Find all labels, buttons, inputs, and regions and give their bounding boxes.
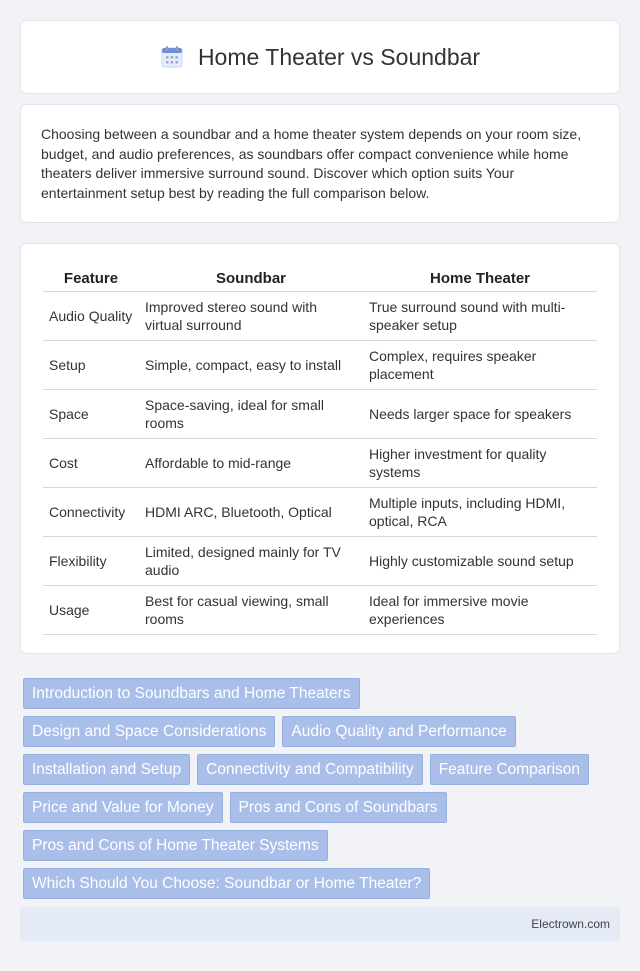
topic-tag-link[interactable]: Pros and Cons of Soundbars (230, 792, 447, 823)
table-row (43, 341, 597, 390)
table-row (43, 488, 597, 537)
cell-soundbar: Improved stereo sound with virtual surround (139, 292, 363, 341)
cell-home-theater: Higher investment for quality systems (363, 439, 597, 488)
comparison-table (43, 264, 597, 635)
cell-home-theater: Highly customizable sound setup (363, 537, 597, 586)
header-card (20, 20, 620, 94)
page-title: Home Theater vs Soundbar (197, 43, 481, 70)
calendar-icon (160, 45, 184, 69)
cell-soundbar: Affordable to mid-range (139, 439, 363, 488)
topic-tag-link[interactable]: Introduction to Soundbars and Home Theaters (23, 678, 360, 709)
column-header-soundbar: Soundbar (139, 264, 363, 292)
comparison-table-card (20, 243, 620, 654)
cell-home-theater: Multiple inputs, including HDMI, optical, RCA (363, 488, 597, 537)
column-header-feature: Feature (43, 264, 139, 292)
cell-home-theater: Complex, requires speaker placement (363, 341, 597, 390)
cell-home-theater: Ideal for immersive movie experiences (363, 586, 597, 635)
topic-tag-link[interactable]: Which Should You Choose: Soundbar or Home Theater? (23, 868, 430, 899)
cell-feature: Usage (43, 586, 139, 635)
topic-tags (23, 678, 613, 899)
table-row (43, 390, 597, 439)
topic-tag-link[interactable]: Feature Comparison (430, 754, 589, 785)
topic-tag-link[interactable]: Installation and Setup (23, 754, 190, 785)
cell-feature: Flexibility (43, 537, 139, 586)
intro-paragraph: Choosing between a soundbar and a home theater system depends on your room size, budget, and audio preferences, as soundbars offer compact convenience while home theaters deliver immersive surround sound. Discover which option suits Your entertainment setup best by reading the full comparison below. (41, 126, 582, 201)
cell-soundbar: Space-saving, ideal for small rooms (139, 390, 363, 439)
cell-feature: Cost (43, 439, 139, 488)
table-body (43, 292, 597, 635)
column-header-home-theater: Home Theater (363, 264, 597, 292)
title-wrap (160, 44, 480, 71)
table-row (43, 586, 597, 635)
cell-soundbar: Best for casual viewing, small rooms (139, 586, 363, 635)
cell-feature: Audio Quality (43, 292, 139, 341)
cell-feature: Connectivity (43, 488, 139, 537)
cell-feature: Space (43, 390, 139, 439)
topic-tag-link[interactable]: Connectivity and Compatibility (197, 754, 423, 785)
table-row (43, 292, 597, 341)
cell-home-theater: True surround sound with multi-speaker setup (363, 292, 597, 341)
intro-card (20, 104, 620, 223)
table-row (43, 439, 597, 488)
cell-home-theater: Needs larger space for speakers (363, 390, 597, 439)
footer-site-name: Electrown.com (531, 917, 610, 931)
table-row (43, 537, 597, 586)
topic-tag-link[interactable]: Price and Value for Money (23, 792, 223, 823)
cell-soundbar: Limited, designed mainly for TV audio (139, 537, 363, 586)
topic-tag-link[interactable]: Audio Quality and Performance (282, 716, 515, 747)
cell-soundbar: Simple, compact, easy to install (139, 341, 363, 390)
table-header-row (43, 264, 597, 292)
cell-soundbar: HDMI ARC, Bluetooth, Optical (139, 488, 363, 537)
footer (20, 907, 620, 941)
topic-tag-link[interactable]: Design and Space Considerations (23, 716, 275, 747)
cell-feature: Setup (43, 341, 139, 390)
topic-tag-link[interactable]: Pros and Cons of Home Theater Systems (23, 830, 328, 861)
